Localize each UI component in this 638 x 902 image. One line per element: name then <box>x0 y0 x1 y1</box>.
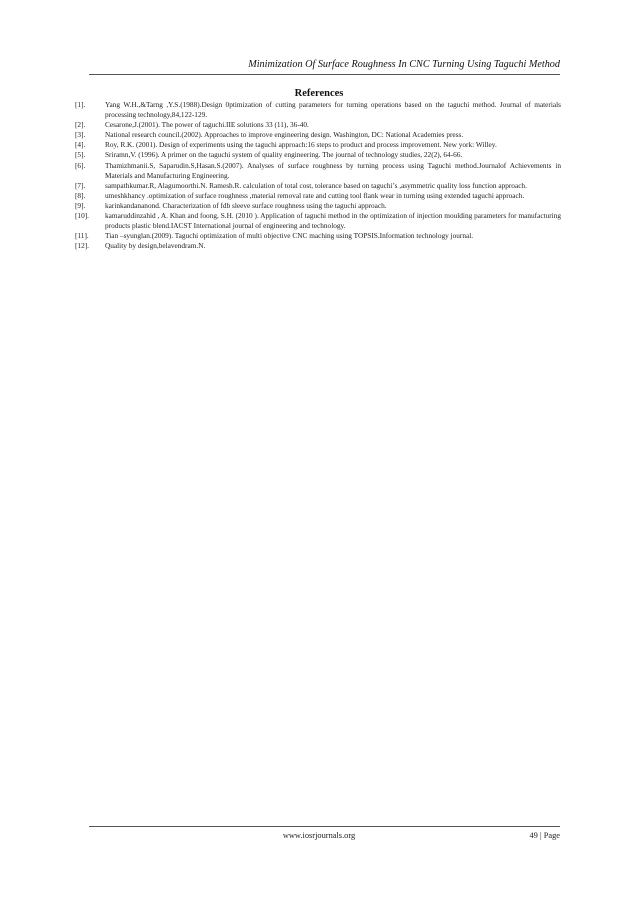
reference-item-10 <box>75 211 561 231</box>
reference-number: [2]. <box>75 120 86 130</box>
reference-text: National research council.(2002). Approaches to improve engineering design. Washington, DC: National Academies press. <box>105 130 464 140</box>
reference-item-12 <box>75 241 561 251</box>
reference-text: kamaruddinzahid , A. Khan and foong, S.H. (2010 ). Application of taguchi method in the optimization of injection moulding parameters for manufacturing products plastic blend.IACST International journal of engineering and technology. <box>105 211 561 231</box>
reference-number: [11]. <box>75 231 89 241</box>
reference-text: Thamizhmanii.S, Saparudin.S,Hasan.S.(2007). Analyses of surface roughness by turning process using Taguchi method.Journalof Achievements in Materials and Manufacturing Engineering. <box>105 160 561 180</box>
reference-item-5 <box>75 150 561 160</box>
reference-text: Sriramn,V. (1996). A primer on the taguchi system of quality engineering. The journal of technology studies, 22(2), 64-66. <box>105 150 463 160</box>
running-header-title: Minimization Of Surface Roughness In CNC Turning Using Taguchi Method <box>248 59 560 70</box>
reference-item-6 <box>75 161 561 181</box>
reference-number: [10]. <box>75 211 89 221</box>
reference-text: Quality by design,belavendram.N. <box>105 241 206 251</box>
references-list <box>75 100 561 251</box>
journal-website: www.iosrjournals.org <box>282 831 356 840</box>
page-number: 49 | Page <box>529 831 560 840</box>
reference-text: Roy, R.K. (2001). Design of experiments using the taguchi approach:16 steps to product and process improvement. New york: Willey. <box>105 140 497 150</box>
reference-item-4 <box>75 140 561 150</box>
reference-number: [4]. <box>75 140 86 150</box>
reference-text: sampathkumar.R, Alagumoorthi.N. Ramesh.R. calculation of total cost, tolerance based on taguchi’s ,asymmetric quality loss function approach. <box>105 180 527 190</box>
reference-text: umeshkhancy .optimization of surface roughness ,material removal rate and cutting tool flank wear in turning using extended taguchi approach. <box>105 190 525 200</box>
reference-item-3 <box>75 130 561 140</box>
reference-number: [12]. <box>75 241 89 251</box>
reference-number: [5]. <box>75 150 86 160</box>
reference-number: [3]. <box>75 130 86 140</box>
reference-number: [6]. <box>75 160 86 170</box>
reference-item-8 <box>75 191 561 201</box>
header-divider <box>89 74 560 75</box>
footer-divider <box>89 826 560 827</box>
reference-number: [1]. <box>75 100 86 109</box>
references-heading: References <box>294 88 344 99</box>
reference-item-9 <box>75 201 561 211</box>
reference-item-7 <box>75 181 561 191</box>
reference-number: [8]. <box>75 190 86 200</box>
reference-number: [7]. <box>75 180 86 190</box>
reference-text: karinkandananond. Characterization of fdb sleeve surface roughness using the taguchi approach. <box>105 200 387 210</box>
reference-text: Yang W.H.,&Tarng ,Y.S.(1988).Design 0ptimization of cutting parameters for turning operations based on the taguchi method. Journal of materials processing technology,84,122-129. <box>105 100 561 120</box>
reference-number: [9]. <box>75 200 86 210</box>
reference-item-2 <box>75 120 561 130</box>
reference-text: Tian –syunglan.(2009). Taguchi optimization of multi objective CNC maching using TOPSIS.Information technology journal. <box>105 231 474 241</box>
reference-item-1 <box>75 100 561 120</box>
reference-text: Cesarone,J.(2001). The power of taguchi.IIE solutions 33 (11), 36-40. <box>105 120 309 130</box>
reference-item-11 <box>75 231 561 241</box>
